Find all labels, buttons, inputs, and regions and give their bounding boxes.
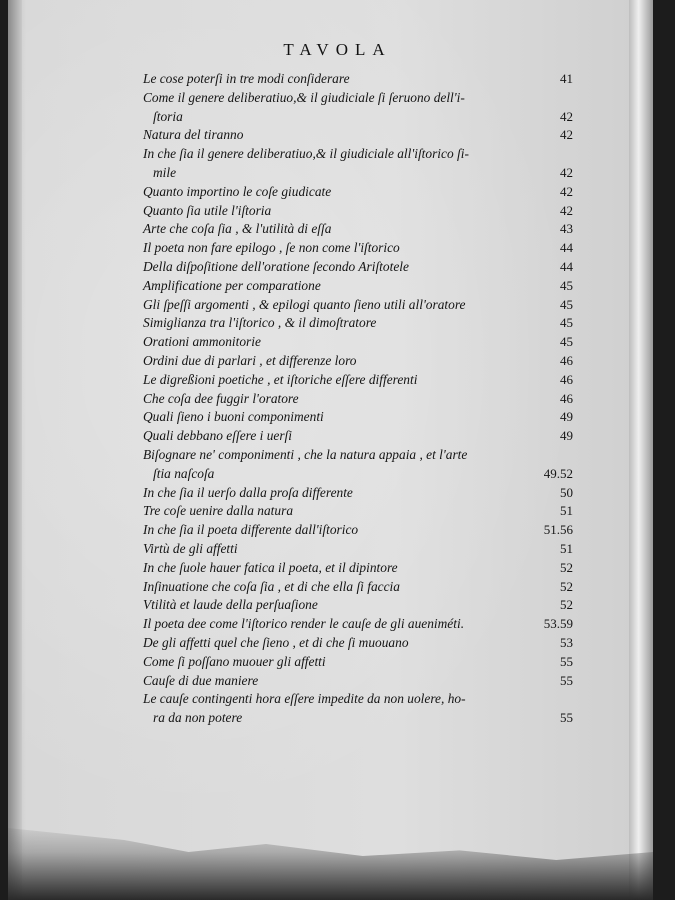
toc-entry-text: Orationi ammonitorie — [143, 334, 261, 350]
toc-entry-page-number: 50 — [560, 484, 573, 500]
toc-entry-text: Amplificatione per comparatione — [143, 277, 321, 293]
toc-entry-page-number: 45 — [560, 277, 573, 293]
toc-entry-page-number: 49.52 — [543, 465, 573, 481]
page-spine-shadow — [8, 0, 22, 900]
toc-entry-text: In che ſuole hauer fatica il poeta, et il dipintore — [143, 559, 398, 575]
toc-entry-page-number: 42 — [560, 202, 573, 218]
toc-entry-text: Quali ſieno i buoni componimenti — [143, 409, 324, 425]
toc-entry-page-number: 52 — [560, 578, 573, 594]
toc-entry-page-number: 43 — [560, 221, 573, 237]
toc-entry — [143, 352, 573, 371]
toc-entry-text: Arte che coſa ſia , & l'utilità di eſſa — [143, 221, 332, 237]
toc-entry-page-number: 46 — [560, 390, 573, 406]
page-heading: TAVOLA — [283, 40, 392, 59]
toc-entry — [143, 521, 573, 540]
toc-entry — [143, 89, 573, 127]
toc-entry — [143, 559, 573, 578]
toc-entry-text: Come ſi poſſano muouer gli affetti — [143, 653, 326, 669]
toc-entry-text: Tre coſe uenire dalla natura — [143, 503, 294, 519]
toc-entry-continuation: ra da non potere — [153, 710, 243, 726]
toc-entry-continuation: mile — [153, 164, 177, 180]
toc-entry — [143, 314, 573, 333]
toc-entry-page-number: 55 — [560, 653, 573, 669]
toc-entry-page-number: 49 — [560, 428, 573, 444]
adjacent-page-edge — [629, 0, 653, 900]
toc-entry-text: In che ſia il genere deliberatiuo,& il giudiciale all'iſtorico ſi- — [143, 146, 469, 162]
toc-entry — [143, 578, 573, 597]
toc-entry-text: Le cose poterſi in tre modi conſiderare — [143, 71, 350, 86]
toc-entry-continuation: ſtia naſcoſa — [153, 465, 215, 481]
toc-entry — [143, 258, 573, 277]
toc-entry-page-number: 51 — [560, 503, 573, 519]
toc-entry — [143, 296, 573, 315]
toc-entry — [143, 220, 573, 239]
toc-entry-page-number: 42 — [560, 183, 573, 199]
toc-entry-text: Della diſpoſitione dell'oratione ſecondo Ariſtotele — [143, 258, 409, 274]
toc-entry — [143, 408, 573, 427]
toc-entry — [143, 371, 573, 390]
toc-entry-page-number: 51 — [560, 540, 573, 556]
toc-entry-text: De gli affetti quel che ſieno , et di che ſi muouano — [143, 634, 409, 650]
toc-entry — [143, 239, 573, 258]
toc-entry-text: Ordini due di parlari , et differenze loro — [143, 352, 357, 368]
toc-entry — [143, 277, 573, 296]
toc-entry-text: Inſinuatione che coſa ſia , et di che ella ſi faccia — [143, 578, 400, 594]
toc-entry-page-number: 51.56 — [543, 522, 573, 538]
toc-entry-page-number: 52 — [560, 597, 573, 613]
toc-entry-page-number: 44 — [560, 240, 573, 256]
toc-entry-page-number: 42 — [560, 108, 573, 124]
toc-entry-text: In che ſia il poeta differente dall'iſtorico — [143, 522, 359, 538]
toc-entry — [143, 333, 573, 352]
toc-entry-text: Vtilità et laude della perſuaſione — [143, 597, 318, 613]
toc-entry-text: Gli ſpeſſi argomenti , & epilogi quanto ſieno utili all'oratore — [143, 296, 466, 312]
toc-entry-text: Cauſe di due maniere — [143, 672, 259, 688]
toc-entry — [143, 634, 573, 653]
toc-entry — [143, 596, 573, 615]
toc-entry-page-number: 42 — [560, 127, 573, 143]
toc-entry-text: In che ſia il uerſo dalla proſa differente — [143, 484, 353, 500]
toc-entry-text: Il poeta non fare epilogo , ſe non come l'iſtorico — [143, 240, 400, 256]
toc-entry — [143, 145, 573, 183]
toc-entry-text: Come il genere deliberatiuo,& il giudiciale ſi ſeruono dell'i- — [143, 89, 465, 105]
toc-entry — [143, 427, 573, 446]
toc-entry — [143, 653, 573, 672]
toc-entry — [143, 672, 573, 691]
toc-entry-page-number: 45 — [560, 315, 573, 331]
toc-entry — [143, 615, 573, 634]
toc-entry-page-number: 42 — [560, 164, 573, 180]
toc-entry-text: Virtù de gli affetti — [143, 540, 238, 556]
toc-entry-page-number: 49 — [560, 409, 573, 425]
toc-entry-page-number: 53.59 — [543, 616, 573, 632]
toc-entry-text: Che coſa dee fuggir l'oratore — [143, 390, 299, 406]
toc-entry-text: Natura del tiranno — [143, 127, 244, 143]
toc-entry-text: Le cauſe contingenti hora eſſere impedite da non uolere, ho- — [143, 691, 466, 707]
toc-entry — [143, 446, 573, 484]
toc-entry — [143, 390, 573, 409]
toc-entry — [143, 70, 573, 89]
toc-entry — [143, 690, 573, 728]
toc-entry-page-number: 44 — [560, 258, 573, 274]
toc-entry — [143, 183, 573, 202]
toc-entry-continuation: ſtoria — [153, 108, 183, 124]
toc-entry-text: Le digreßioni poetiche , et iſtoriche eſſere differenti — [143, 371, 418, 387]
toc-entry-text: Simiglianza tra l'iſtorico , & il dimoſtratore — [143, 315, 377, 331]
toc-entry-page-number: 45 — [560, 296, 573, 312]
toc-entry-page-number: 46 — [560, 352, 573, 368]
toc-entry-text: Quanto ſia utile l'iſtoria — [143, 202, 272, 218]
toc-entry-page-number: 55 — [560, 710, 573, 726]
toc-entry-page-number: 55 — [560, 672, 573, 688]
toc-entry-text: Il poeta dee come l'iſtorico render le cauſe de gli aueniméti. — [143, 616, 465, 632]
toc-entry-text: Quanto importino le coſe giudicate — [143, 183, 332, 199]
toc-entry-page-number: 53 — [560, 634, 573, 650]
table-of-contents — [143, 70, 573, 728]
toc-entry — [143, 484, 573, 503]
toc-entry-page-number: 45 — [560, 334, 573, 350]
toc-entry — [143, 202, 573, 221]
toc-entry-page-number: 41 — [560, 71, 573, 86]
toc-entry — [143, 540, 573, 559]
toc-entry-page-number: 52 — [560, 559, 573, 575]
toc-entry-text: Quali debbano eſſere i uerſi — [143, 428, 293, 444]
toc-entry-text: Biſognare ne' componimenti , che la natura appaia , et l'arte — [143, 446, 468, 462]
toc-entry — [143, 502, 573, 521]
toc-entry — [143, 126, 573, 145]
toc-entry-page-number: 46 — [560, 371, 573, 387]
